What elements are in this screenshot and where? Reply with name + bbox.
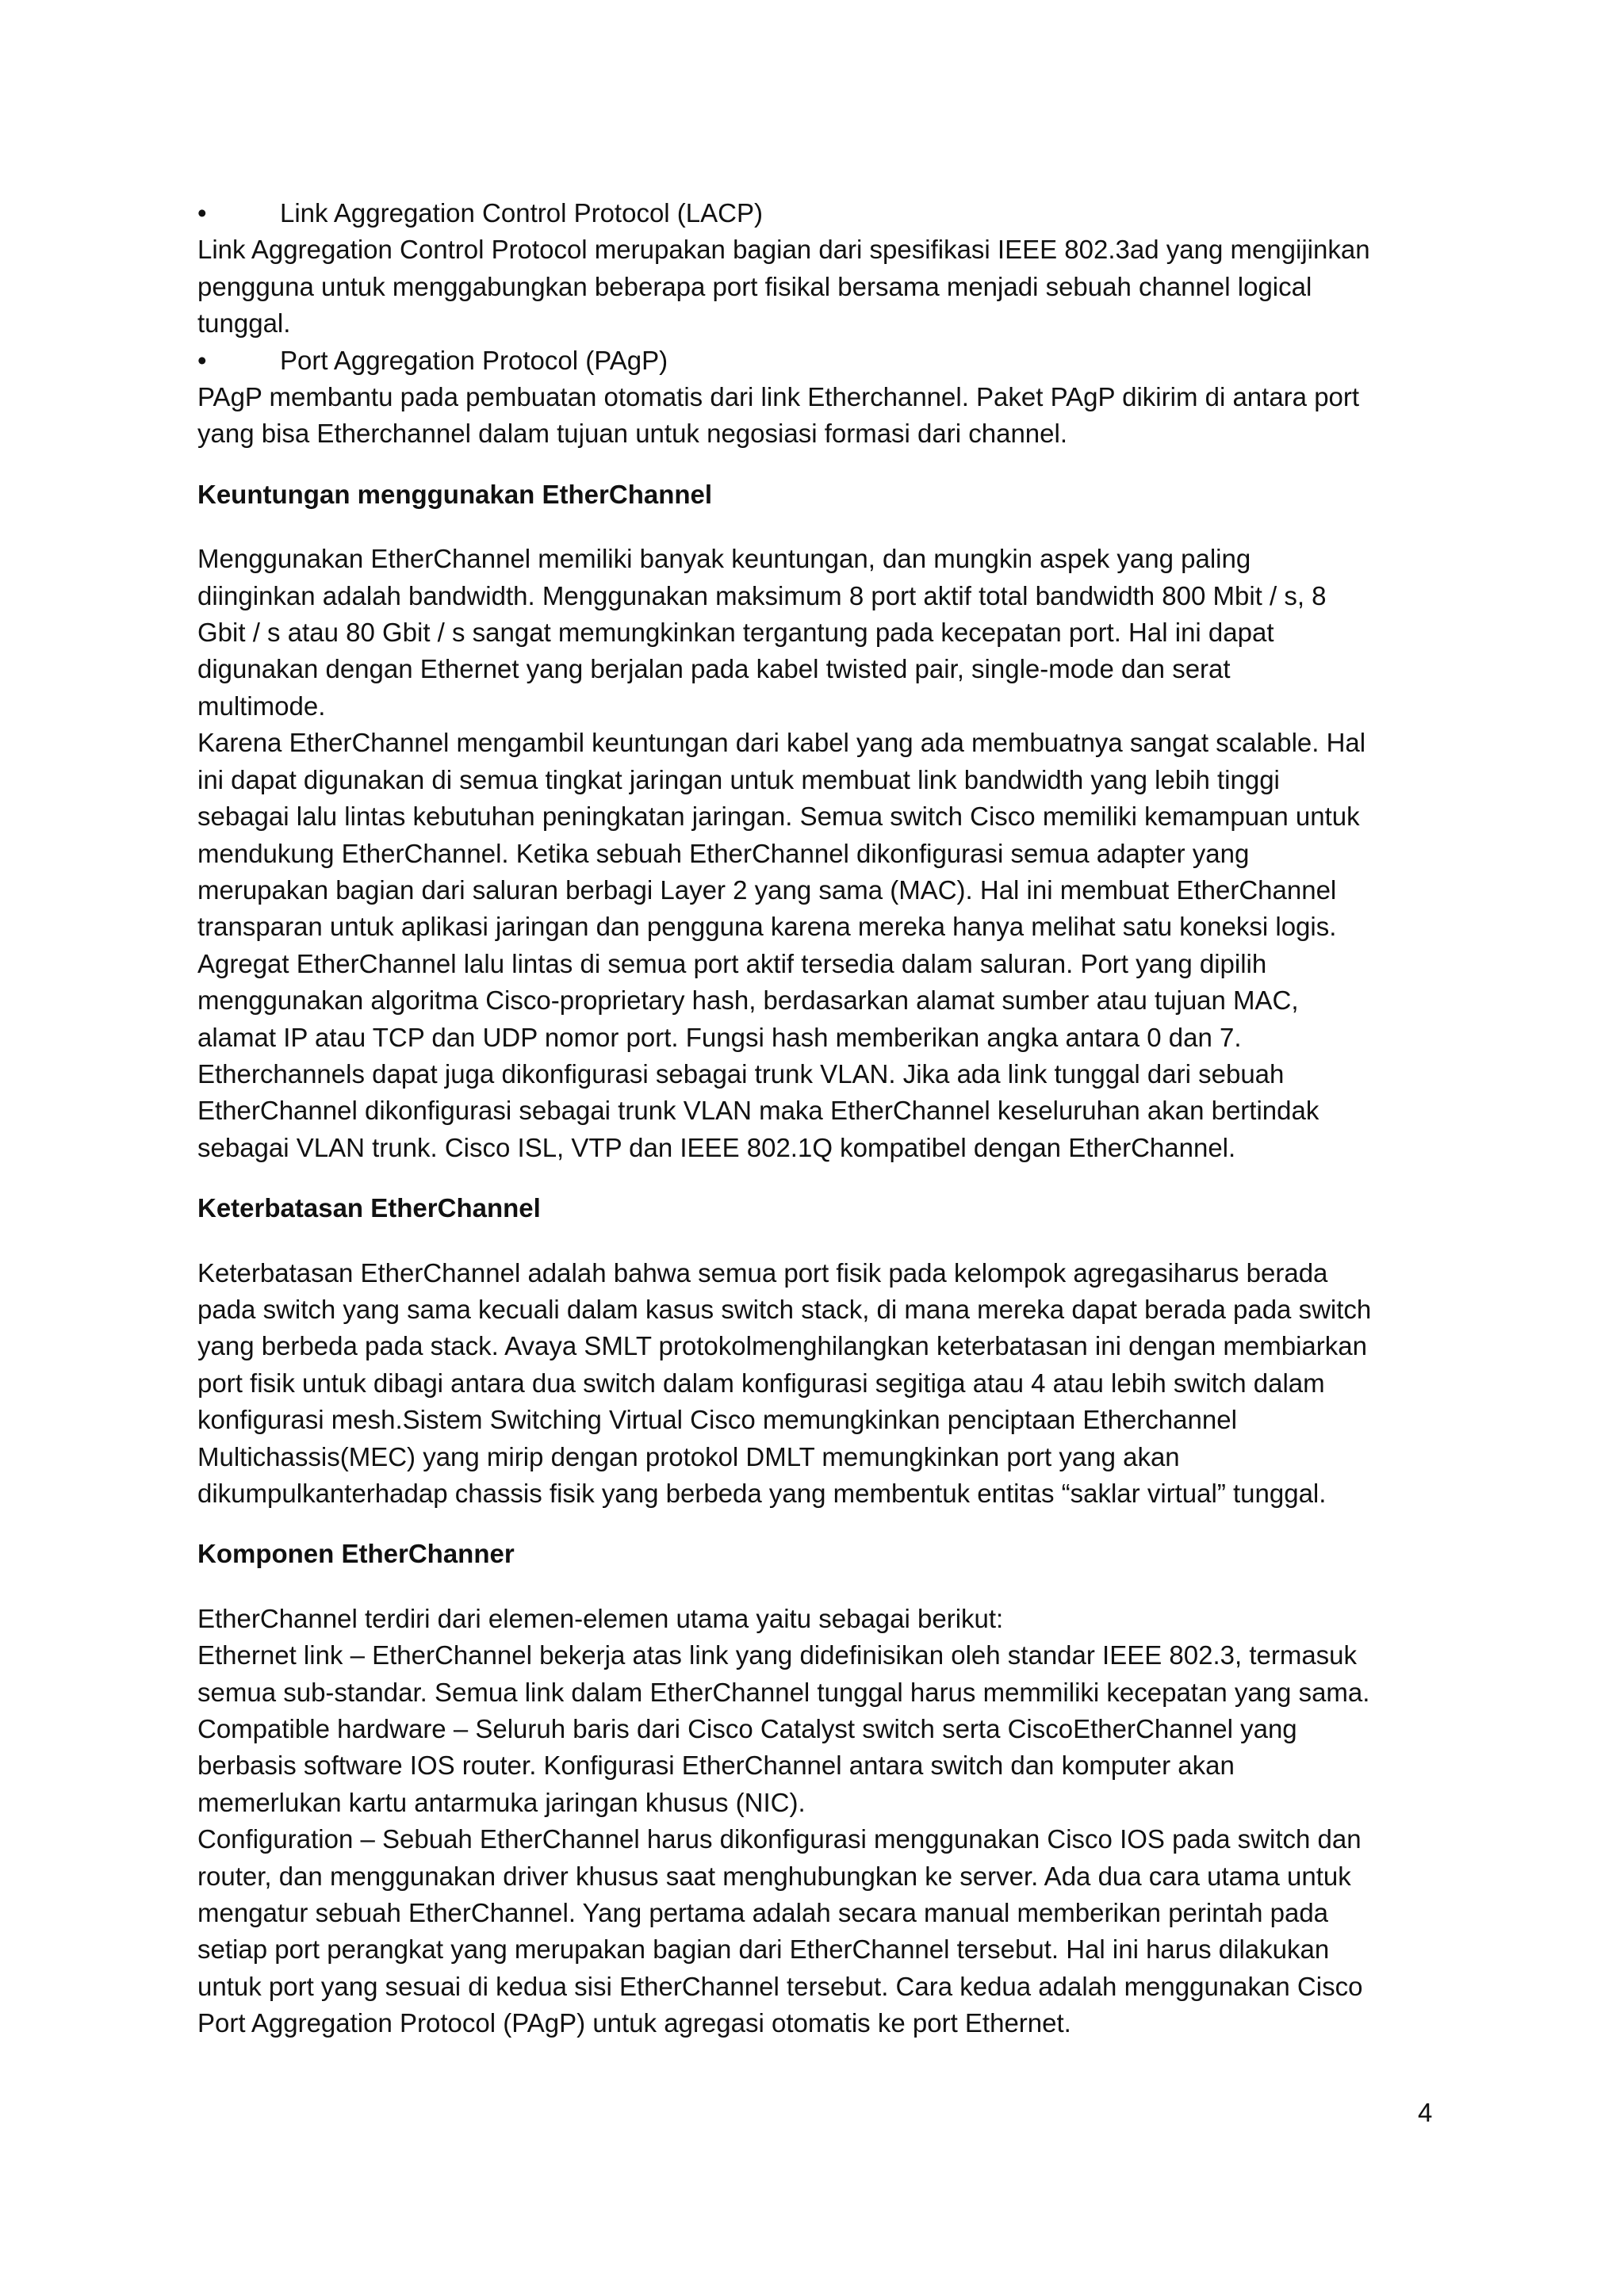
paragraph-line: Ethernet link – EtherChannel bekerja atas link yang didefinisikan oleh standar IEEE 802.3, termasuk <box>197 1640 1358 1670</box>
bullet-symbol: • <box>197 345 207 375</box>
paragraph-line: EtherChannel dikonfigurasi sebagai trunk VLAN maka EtherChannel keseluruhan akan bertindak <box>197 1096 1320 1126</box>
bullet-symbol: • <box>197 198 207 228</box>
paragraph-line: sebagai VLAN trunk. Cisco ISL, VTP dan IEEE 802.1Q kompatibel dengan EtherChannel. <box>197 1132 1236 1162</box>
komponen-paragraph <box>197 1601 1444 2042</box>
section-heading-keuntungan: Keuntungan menggunakan EtherChannel <box>197 479 713 509</box>
paragraph-line: multimode. <box>197 691 326 721</box>
paragraph-line: Agregat EtherChannel lalu lintas di semua port aktif tersedia dalam saluran. Port yang dipilih <box>197 948 1267 978</box>
lacp-bullet-item <box>197 195 1444 232</box>
paragraph-line: yang bisa Etherchannel dalam tujuan untuk negosiasi formasi dari channel. <box>197 419 1068 449</box>
paragraph-line: semua sub-standar. Semua link dalam EtherChannel tunggal harus memmiliki kecepatan yang sama. <box>197 1677 1370 1707</box>
pagp-bullet-item <box>197 342 1444 379</box>
paragraph-line: mendukung EtherChannel. Ketika sebuah EtherChannel dikonfigurasi semua adapter yang <box>197 838 1250 868</box>
paragraph-line: port fisik untuk dibagi antara dua switch dalam konfigurasi segitiga atau 4 atau lebih switch dalam <box>197 1368 1325 1398</box>
paragraph-line: pada switch yang sama kecuali dalam kasus switch stack, di mana mereka dapat berada pada switch <box>197 1294 1372 1324</box>
lacp-paragraph <box>197 232 1444 342</box>
section-heading-komponen: Komponen EtherChanner <box>197 1539 515 1569</box>
paragraph-line: konfigurasi mesh.Sistem Switching Virtual Cisco memungkinkan penciptaan Etherchannel <box>197 1405 1237 1435</box>
paragraph-line: yang berbeda pada stack. Avaya SMLT protokolmenghilangkan keterbatasan ini dengan membiarkan <box>197 1331 1367 1361</box>
section-heading-keterbatasan: Keterbatasan EtherChannel <box>197 1193 541 1223</box>
paragraph-line: berbasis software IOS router. Konfigurasi EtherChannel antara switch dan komputer akan <box>197 1751 1235 1781</box>
page-number: 4 <box>1418 2098 1433 2127</box>
paragraph-line: menggunakan algoritma Cisco-proprietary hash, berdasarkan alamat sumber atau tujuan MAC, <box>197 985 1299 1016</box>
document-page <box>197 195 1444 2042</box>
paragraph-line: setiap port perangkat yang merupakan bagian dari EtherChannel tersebut. Hal ini harus dilakukan <box>197 1934 1330 1965</box>
paragraph-line: diinginkan adalah bandwidth. Menggunakan maksimum 8 port aktif total bandwidth 800 Mbit / s, 8 <box>197 580 1327 610</box>
paragraph-line: Etherchannels dapat juga dikonfigurasi sebagai trunk VLAN. Jika ada link tunggal dari sebuah <box>197 1058 1285 1089</box>
paragraph-line: Port Aggregation Protocol (PAgP) untuk agregasi otomatis ke port Ethernet. <box>197 2008 1071 2038</box>
paragraph-line: EtherChannel terdiri dari elemen-elemen utama yaitu sebagai berikut: <box>197 1603 1004 1633</box>
paragraph-line: alamat IP atau TCP dan UDP nomor port. Fungsi hash memberikan angka antara 0 dan 7. <box>197 1022 1242 1052</box>
paragraph-line: dikumpulkanterhadap chassis fisik yang berbeda yang membentuk entitas “saklar virtual” tunggal. <box>197 1479 1327 1508</box>
paragraph-line: Link Aggregation Control Protocol merupakan bagian dari spesifikasi IEEE 802.3ad yang mengijinkan <box>197 235 1370 265</box>
paragraph-line: ini dapat digunakan di semua tingkat jaringan untuk membuat link bandwidth yang lebih tinggi <box>197 764 1280 794</box>
paragraph-line: Keterbatasan EtherChannel adalah bahwa semua port fisik pada kelompok agregasiharus berada <box>197 1257 1328 1288</box>
paragraph-line: Karena EtherChannel mengambil keuntungan dari kabel yang ada membuatnya sangat scalable. Hal <box>197 728 1366 758</box>
paragraph-line: tunggal. <box>197 308 291 339</box>
paragraph-line: digunakan dengan Ethernet yang berjalan pada kabel twisted pair, single-mode dan serat <box>197 654 1231 684</box>
paragraph-line: mengatur sebuah EtherChannel. Yang pertama adalah secara manual memberikan perintah pada <box>197 1898 1329 1928</box>
keuntungan-paragraph <box>197 541 1444 1166</box>
keterbatasan-paragraph <box>197 1255 1444 1513</box>
paragraph-line: merupakan bagian dari saluran berbagi Layer 2 yang sama (MAC). Hal ini membuat EtherChannel <box>197 874 1337 905</box>
paragraph-line: untuk port yang sesuai di kedua sisi EtherChannel tersebut. Cara kedua adalah menggunakan Cisco <box>197 1971 1363 2001</box>
paragraph-line: Configuration – Sebuah EtherChannel harus dikonfigurasi menggunakan Cisco IOS pada switch dan <box>197 1824 1362 1854</box>
paragraph-line: memerlukan kartu antarmuka jaringan khusus (NIC). <box>197 1787 806 1817</box>
paragraph-line: sebagai lalu lintas kebutuhan peningkatan jaringan. Semua switch Cisco memiliki kemampuan untuk <box>197 802 1360 832</box>
paragraph-line: Compatible hardware – Seluruh baris dari Cisco Catalyst switch serta CiscoEtherChannel yang <box>197 1714 1297 1744</box>
paragraph-line: pengguna untuk menggabungkan beberapa port fisikal bersama menjadi sebuah channel logical <box>197 271 1312 301</box>
paragraph-line: Menggunakan EtherChannel memiliki banyak keuntungan, dan mungkin aspek yang paling <box>197 544 1251 574</box>
lacp-title: Link Aggregation Control Protocol (LACP) <box>280 198 763 228</box>
pagp-title: Port Aggregation Protocol (PAgP) <box>280 345 668 375</box>
paragraph-line: Multichassis(MEC) yang mirip dengan protokol DMLT memungkinkan port yang akan <box>197 1441 1180 1471</box>
paragraph-line: transparan untuk aplikasi jaringan dan pengguna karena mereka hanya melihat satu koneksi logis. <box>197 912 1337 942</box>
paragraph-line: router, dan menggunakan driver khusus saat menghubungkan ke server. Ada dua cara utama untuk <box>197 1861 1351 1891</box>
paragraph-line: Gbit / s atau 80 Gbit / s sangat memungkinkan tergantung pada kecepatan port. Hal ini dapat <box>197 618 1274 648</box>
pagp-paragraph <box>197 379 1444 453</box>
paragraph-line: PAgP membantu pada pembuatan otomatis dari link Etherchannel. Paket PAgP dikirim di antara port <box>197 382 1360 412</box>
